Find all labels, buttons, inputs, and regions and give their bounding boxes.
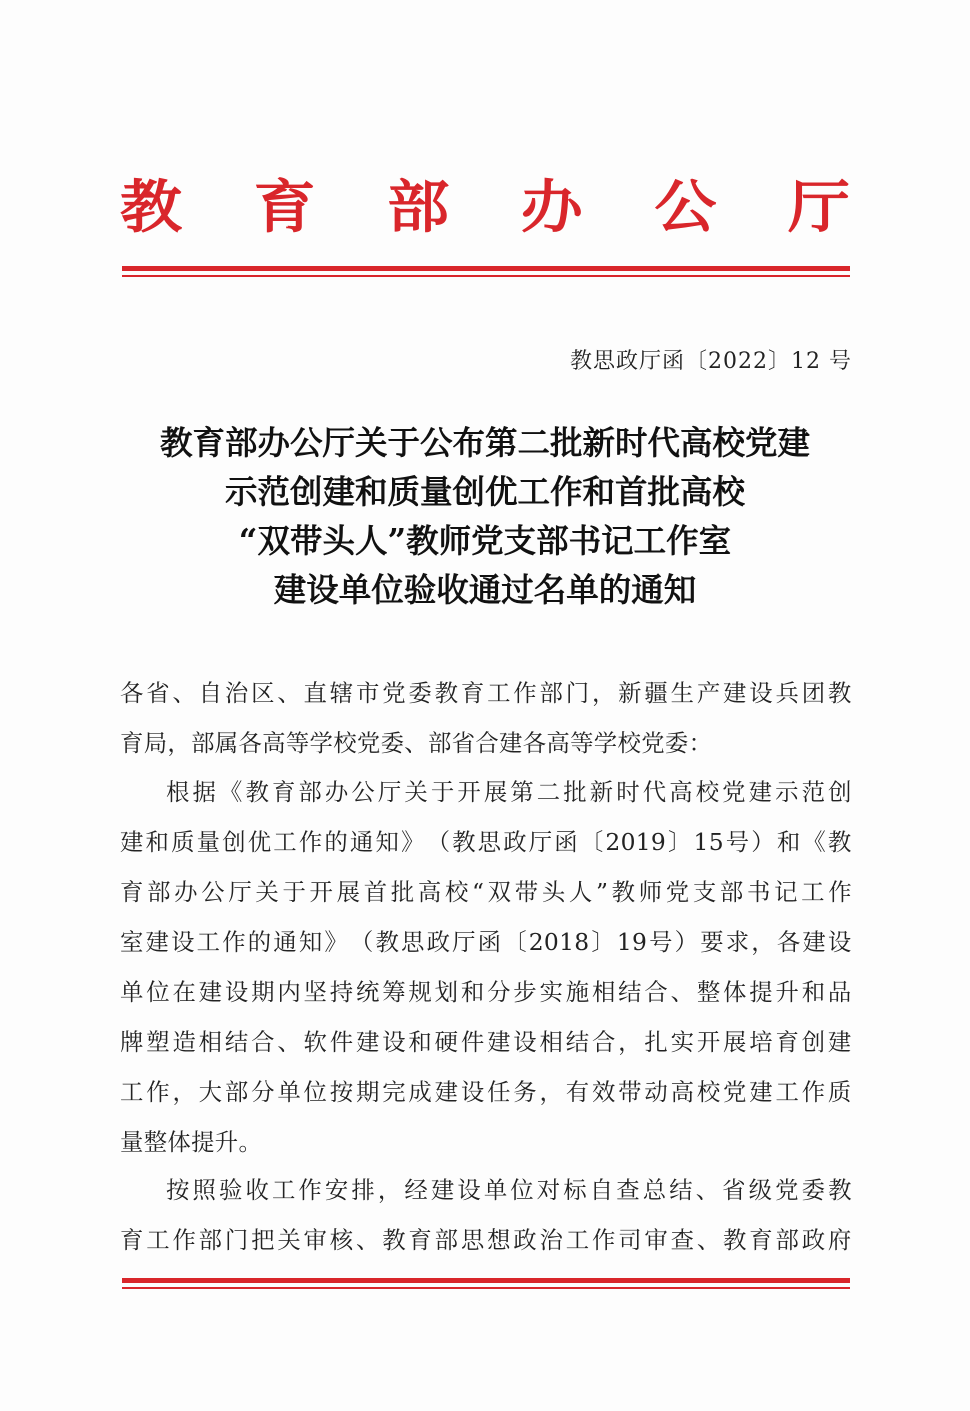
title-line: 示范创建和质量创优工作和首批高校 (224, 472, 745, 511)
letterhead-char: 教 (120, 172, 183, 241)
paragraph-2 (120, 1165, 852, 1265)
red-rule-bottom-thick (122, 1278, 850, 1283)
paragraph-line: 室 建 设 工 作 的 通 知 》 （ 教 思 政 厅 函 〔 2018 〕 19 号 ） 要 求 ， 各 建 设 (120, 928, 852, 956)
salutation-line: 育局，部属各高等学校党委、部省合建各高等学校党委： (120, 729, 713, 757)
paragraph-1 (120, 767, 852, 1167)
letterhead-char: 公 (654, 172, 717, 241)
letterhead-char: 办 (520, 172, 583, 241)
paragraph-line: 建 和 质 量 创 优 工 作 的 通 知 》 （ 教 思 政 厅 函 〔 2019 〕 15 号 ） 和 《 教 (120, 828, 852, 856)
red-rule-top-thin (122, 275, 850, 277)
paragraph-line: 单 位 在 建 设 期 内 坚 持 统 筹 规 划 和 分 步 实 施 相 结 合 、 整 体 提 升 和 品 (120, 978, 852, 1006)
letterhead-char: 部 (387, 172, 450, 241)
paragraph-line: 育 部 办 公 厅 关 于 开 展 首 批 高 校 “ 双 带 头 人 ” 教 师 党 支 部 书 记 工 作 (120, 878, 852, 906)
paragraph-line: 根 据 《 教 育 部 办 公 厅 关 于 开 展 第 二 批 新 时 代 高 校 党 建 示 范 创 (166, 778, 852, 806)
salutation-line: 各 省 、 自 治 区 、 直 辖 市 党 委 教 育 工 作 部 门 ， 新 疆 生 产 建 设 兵 团 教 (120, 679, 852, 707)
letterhead-char: 厅 (787, 172, 850, 241)
paragraph-line: 工 作 ， 大 部 分 单 位 按 期 完 成 建 设 任 务 ， 有 效 带 动 高 校 党 建 工 作 质 (120, 1078, 852, 1106)
red-rule-top-thick (122, 266, 850, 271)
paragraph-line: 按 照 验 收 工 作 安 排 ， 经 建 设 单 位 对 标 自 查 总 结 、 省 级 党 委 教 (166, 1176, 852, 1204)
paragraph-line: 牌 塑 造 相 结 合 、 软 件 建 设 和 硬 件 建 设 相 结 合 ， 扎 实 开 展 培 育 创 建 (120, 1028, 852, 1056)
title-line: 建设单位验收通过名单的通知 (273, 570, 697, 609)
letterhead-char: 育 (253, 172, 316, 241)
document-title (100, 418, 870, 614)
letterhead (120, 172, 850, 242)
paragraph-line: 量整体提升。 (120, 1128, 263, 1156)
document-number: 教思政厅函〔2022〕12 号 (570, 349, 852, 374)
title-line: 教育部办公厅关于公布第二批新时代高校党建 (159, 423, 810, 462)
salutation (120, 668, 852, 768)
red-rule-bottom-thin (122, 1287, 850, 1289)
paragraph-line: 育 工 作 部 门 把 关 审 核 、 教 育 部 思 想 政 治 工 作 司 审 查 、 教 育 部 政 府 (120, 1226, 852, 1254)
title-line: “双带头人”教师党支部书记工作室 (238, 521, 732, 560)
